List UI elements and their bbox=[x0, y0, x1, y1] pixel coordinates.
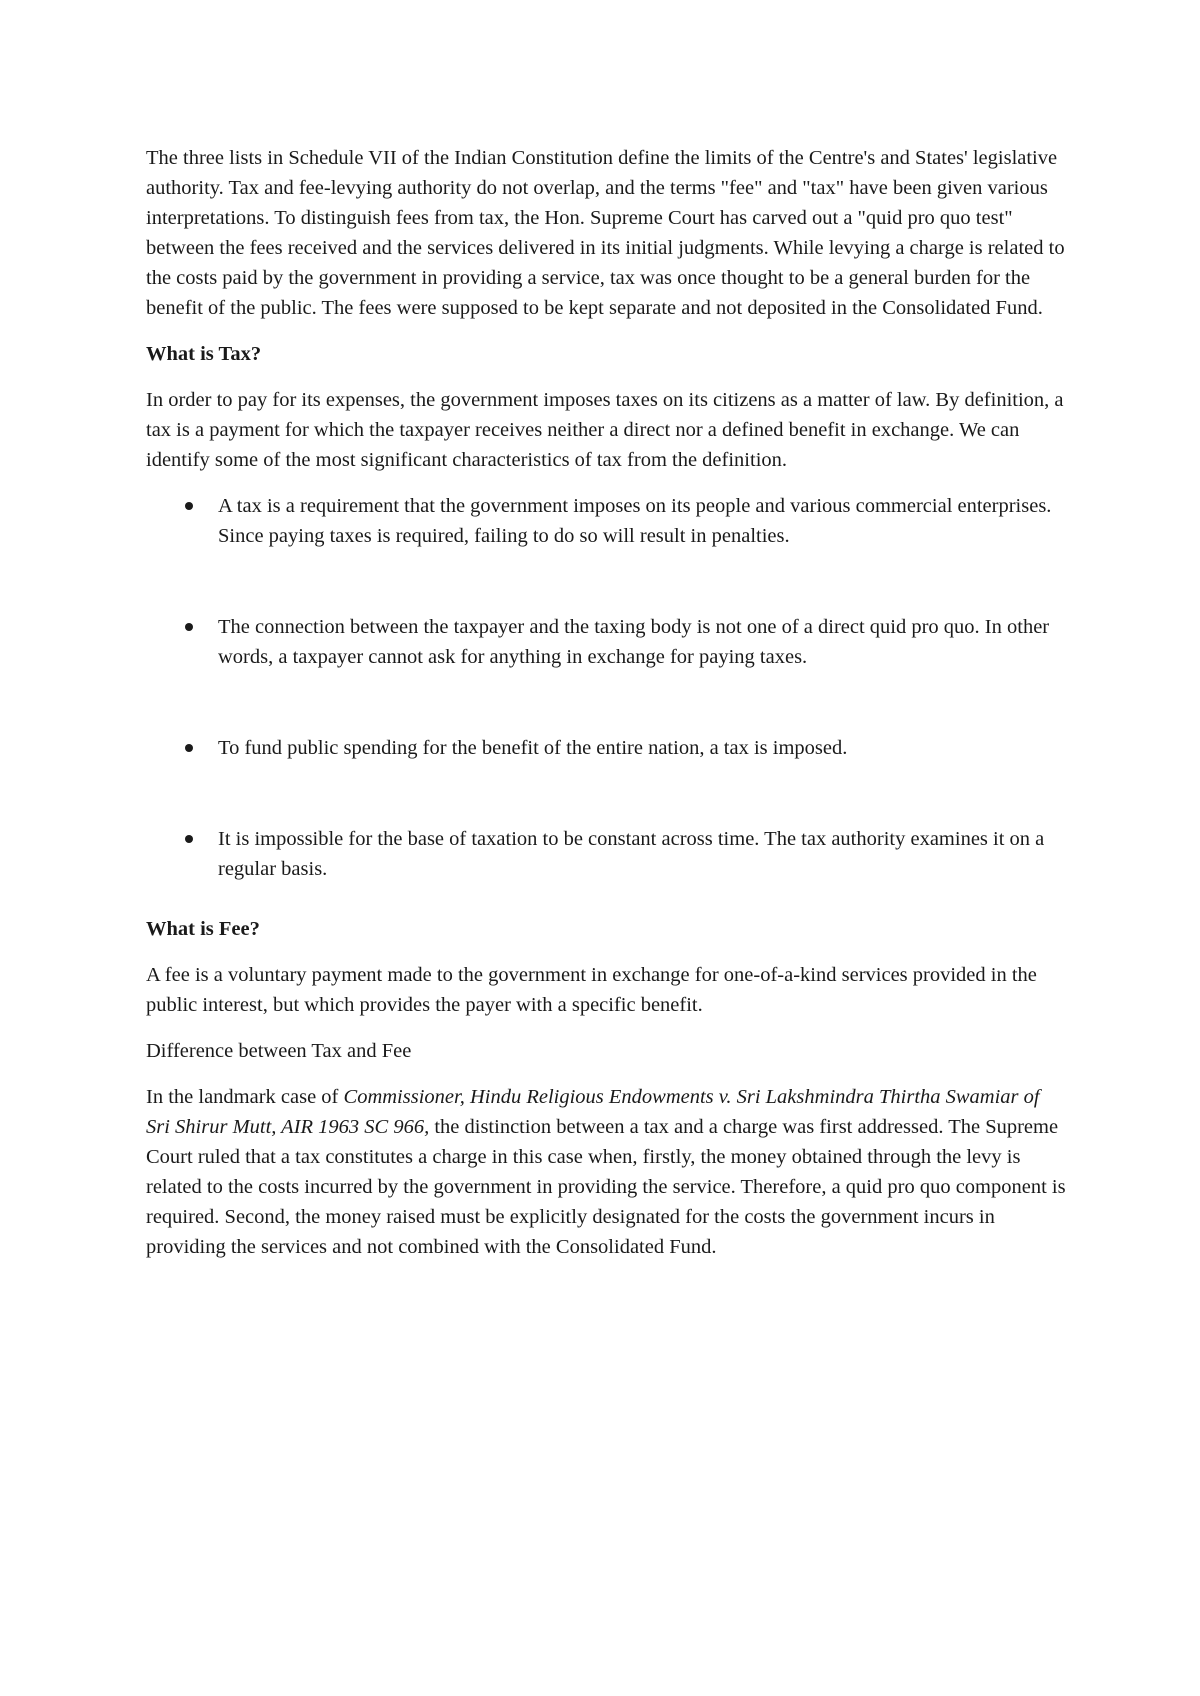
tax-characteristics-list bbox=[146, 491, 1066, 884]
list-item-text: The connection between the taxpayer and the taxing body is not one of a direct quid pro quo. In other words, a taxpayer cannot ask for anything in exchange for paying taxes. bbox=[218, 616, 1050, 668]
list-item bbox=[146, 612, 1066, 672]
list-item-text: To fund public spending for the benefit of the entire nation, a tax is imposed. bbox=[218, 737, 848, 759]
intro-paragraph: The three lists in Schedule VII of the Indian Constitution define the limits of the Centre's and States' legislative authority. Tax and fee-levying authority do not overlap, and the terms "fee" and "tax" have been given various interpretations. To distinguish fees from tax, the Hon. Supreme Court has carved out a "quid pro quo test" between the fees received and the services delivered in its initial judgments. While levying a charge is related to the costs paid by the government in providing a service, tax was once thought to be a general burden for the benefit of the public. The fees were supposed to be kept separate and not deposited in the Consolidated Fund. bbox=[146, 147, 1065, 319]
fee-definition-paragraph: A fee is a voluntary payment made to the government in exchange for one-of-a-kind services provided in the public interest, but which provides the payer with a specific benefit. bbox=[146, 964, 1037, 1016]
document-page bbox=[146, 143, 1066, 1278]
list-item bbox=[146, 733, 1066, 763]
difference-text-before: In the landmark case of bbox=[146, 1086, 344, 1108]
list-item bbox=[146, 824, 1066, 884]
difference-text-after: the distinction between a tax and a charge was first addressed. The Supreme Court ruled that a tax constitutes a charge in this case when, firstly, the money obtained through the levy is related to the costs incurred by the government in providing the service. Therefore, a quid pro quo component is required. Second, the money raised must be explicitly designated for the costs the government incurs in providing the services and not combined with the Consolidated Fund. bbox=[146, 1116, 1066, 1258]
bullet-icon bbox=[185, 623, 193, 631]
bullet-icon bbox=[185, 502, 193, 510]
case-citation: Commissioner, Hindu Religious Endowments v. Sri Lakshmindra Thirtha Swamiar of Sri Shirur Mutt, AIR 1963 SC 966, bbox=[146, 1086, 1040, 1138]
list-item-text: It is impossible for the base of taxation to be constant across time. The tax authority examines it on a regular basis. bbox=[218, 828, 1045, 880]
difference-heading: Difference between Tax and Fee bbox=[146, 1040, 412, 1062]
list-item bbox=[146, 491, 1066, 551]
tax-heading: What is Tax? bbox=[146, 343, 262, 365]
list-item-text: A tax is a requirement that the government imposes on its people and various commercial enterprises. Since paying taxes is required, failing to do so will result in penalties. bbox=[218, 495, 1052, 547]
bullet-icon bbox=[185, 835, 193, 843]
bullet-icon bbox=[185, 744, 193, 752]
tax-definition-paragraph: In order to pay for its expenses, the government imposes taxes on its citizens as a matter of law. By definition, a tax is a payment for which the taxpayer receives neither a direct nor a defined benefit in exchange. We can identify some of the most significant characteristics of tax from the definition. bbox=[146, 389, 1064, 471]
difference-paragraph bbox=[146, 1082, 1066, 1262]
fee-heading: What is Fee? bbox=[146, 918, 260, 940]
